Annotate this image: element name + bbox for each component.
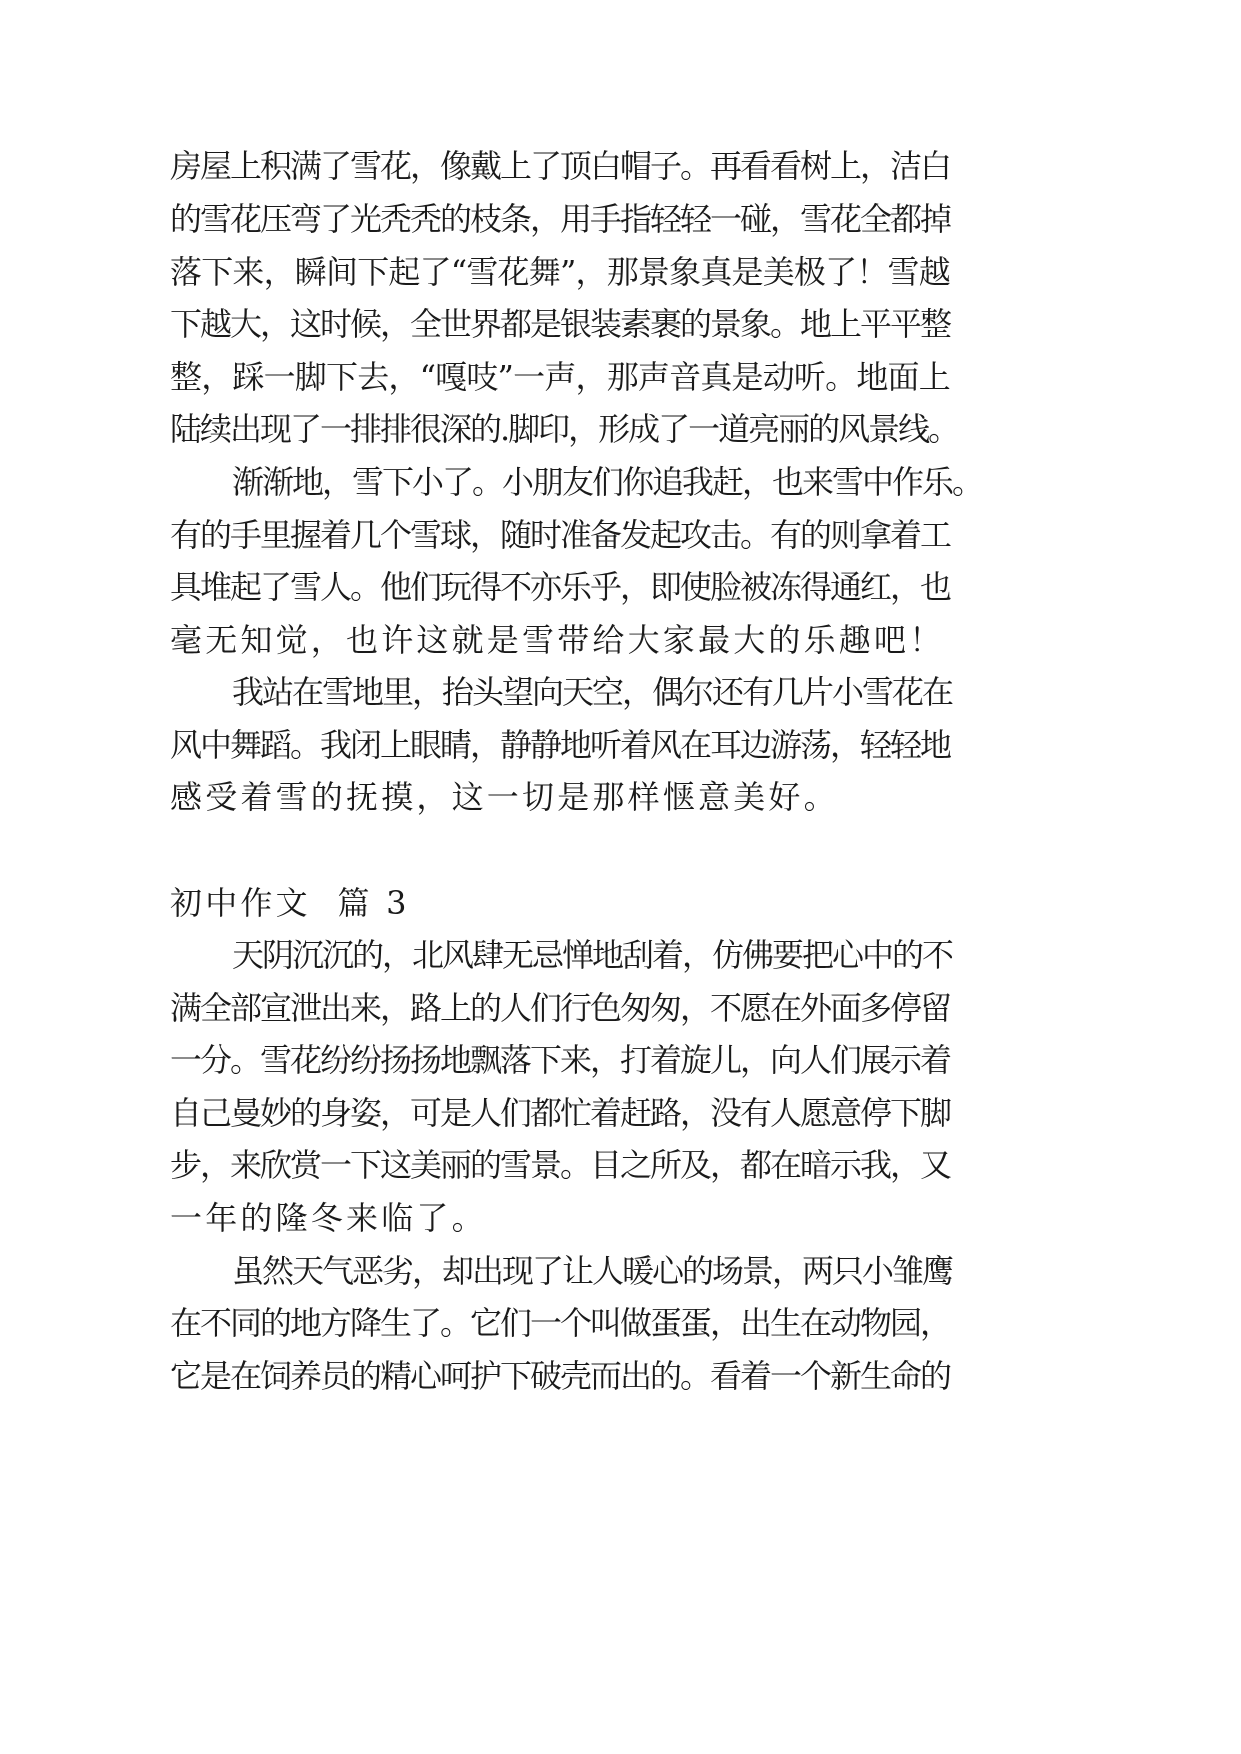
paragraph-line: 它是在饲养员的精心呵护下破壳而出的。看着一个新生命的 <box>170 1357 951 1395</box>
paragraph-line: 感受着雪的抚摸，这一切是那样惬意美好。 <box>170 778 839 816</box>
paragraph-line: 在不同的地方降生了。它们一个叫做蛋蛋，出生在动物园， <box>170 1304 951 1342</box>
paragraph-line: 天阴沉沉的，北风肆无忌惮地刮着，仿佛要把心中的不 <box>232 936 953 974</box>
section-heading: 初中作文 篇 3 <box>170 884 410 922</box>
paragraph-line: 整，踩一脚下去，“嘎吱”一声，那声音真是动听。地面上 <box>170 358 950 396</box>
paragraph-line: 虽然天气恶劣，却出现了让人暖心的场景，两只小雏鹰 <box>232 1252 953 1290</box>
paragraph-line: 房屋上积满了雪花，像戴上了顶白帽子。再看看树上，洁白 <box>170 147 951 185</box>
paragraph-line: 一分。雪花纷纷扬扬地飘落下来，打着旋儿，向人们展示着 <box>170 1041 951 1079</box>
paragraph-line: 步，来欣赏一下这美丽的雪景。目之所及，都在暗示我，又 <box>170 1146 951 1184</box>
paragraph-line: 的雪花压弯了光秃秃的枝条，用手指轻轻一碰，雪花全都掉 <box>170 200 951 238</box>
paragraph-line: 下越大，这时候，全世界都是银装素裹的景象。地上平平整 <box>170 305 951 343</box>
paragraph-line: 自己曼妙的身姿，可是人们都忙着赶路，没有人愿意停下脚 <box>170 1094 951 1132</box>
paragraph-line: 满全部宣泄出来，路上的人们行色匆匆，不愿在外面多停留 <box>170 989 951 1027</box>
paragraph-line: 渐渐地，雪下小了。小朋友们你追我赶，也来雪中作乐。 <box>232 463 983 501</box>
paragraph-line: 一年的隆冬来临了。 <box>170 1199 487 1237</box>
paragraph-line: 陆续出现了一排排很深的.脚印，形成了一道亮丽的风景线。 <box>170 410 959 448</box>
paragraph-line: 我站在雪地里，抬头望向天空，偶尔还有几片小雪花在 <box>232 673 953 711</box>
paragraph-line: 落下来，瞬间下起了“雪花舞”，那景象真是美极了！雪越 <box>170 253 950 291</box>
paragraph-line: 具堆起了雪人。他们玩得不亦乐乎，即使脸被冻得通红，也 <box>170 568 951 606</box>
paragraph-line: 风中舞蹈。我闭上眼睛，静静地听着风在耳边游荡，轻轻地 <box>170 726 951 764</box>
paragraph-line: 毫无知觉，也许这就是雪带给大家最大的乐趣吧！ <box>170 621 945 659</box>
paragraph-line: 有的手里握着几个雪球，随时准备发起攻击。有的则拿着工 <box>170 516 951 554</box>
